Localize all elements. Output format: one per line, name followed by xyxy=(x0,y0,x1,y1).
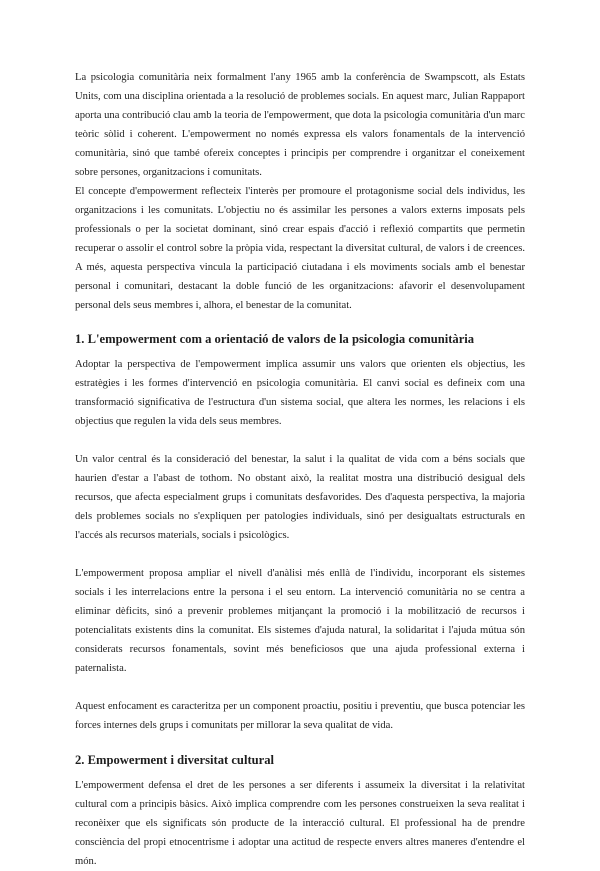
section-2-paragraph-1: L'empowerment defensa el dret de les persones a ser diferents i assumeix la diversitat i la relativitat cultural com a principis bàsics. Això implica comprendre com les persones construeixen la seva realitat i reconèixer que els significats són producte de la interacció cultural. El professional ha de prendre consciència del propi etnocentrisme i adoptar una actitud de respecte envers altres maneres d'entendre el món. xyxy=(75,780,525,867)
section-1-body xyxy=(75,355,525,735)
section-1-paragraph-4: Aquest enfocament es caracteritza per un component proactiu, positiu i preventiu, que busca potenciar les forces internes dels grups i comunitats per millorar la seva qualitat de vida. xyxy=(75,701,525,731)
section-1-heading: 1. L'empowerment com a orientació de valors de la psicologia comunitària xyxy=(75,332,475,346)
intro-paragraph-1: La psicologia comunitària neix formalment l'any 1965 amb la conferència de Swampscott, als Estats Units, com una disciplina orientada a la resolució de problemes socials. En aquest marc, Julian Rappaport aporta una contribució clau amb la teoria de l'empowerment, que dota la psicologia comunitària d'un marc teòric sòlid i coherent. L'empowerment no només expressa els valors fonamentals de la intervenció comunitària, sinó que també ofereix conceptes i principis per comprendre i organitzar el coneixement sobre persones, organitzacions i comunitats. xyxy=(75,72,525,178)
section-1-paragraph-2: Un valor central és la consideració del benestar, la salut i la qualitat de vida com a béns socials que haurien d'estar a l'abast de tothom. No obstant això, la realitat mostra una distribució desigual dels recursos, que afecta especialment grups i comunitats desfavorides. Des d'aquesta perspectiva, la majoria dels problemes socials no s'expliquen per patologies individuals, sinó per desigualtats estructurals en l'accés als recursos materials, socials i psicològics. xyxy=(75,454,525,541)
intro-section xyxy=(75,68,525,315)
section-1-paragraph-3: L'empowerment proposa ampliar el nivell d'anàlisi més enllà de l'individu, incorporant els sistemes socials i les interrelacions entre la persona i el seu entorn. La intervenció comunitària no se centra a eliminar dèficits, sinó a prevenir problemes mitjançant la promoció i la mobilització de recursos i potencialitats existents dins la comunitat. Els sistemes d'ajuda natural, la solidaritat i l'ajuda mútua són considerats recursos fonamentals, sovint més beneficiosos que una ajuda professional externa i paternalista. xyxy=(75,568,525,674)
intro-paragraph-2: El concepte d'empowerment reflecteix l'interès per promoure el protagonisme social dels individus, les organitzacions i les comunitats. L'objectiu no és assimilar les persones a valors externs imposats pels professionals o per la societat dominant, sinó crear espais d'acció i reflexió compartits que permetin recuperar o assolir el control sobre la pròpia vida, respectant la diversitat cultural, de valors i de creences. A més, aquesta perspectiva vincula la participació ciutadana i els moviments socials amb el benestar personal i comunitari, destacant la doble funció de les organitzacions: afavorir el desenvolupament personal dels seus membres i, alhora, el benestar de la comunitat. xyxy=(75,186,525,311)
section-2-body xyxy=(75,776,525,871)
section-2-heading: 2. Empowerment i diversitat cultural xyxy=(75,753,275,767)
section-1-paragraph-1: Adoptar la perspectiva de l'empowerment implica assumir uns valors que orienten els objectius, les estratègies i les formes d'intervenció en psicologia comunitària. El canvi social es defineix com una transformació significativa de l'estructura d'un sistema social, que altera les normes, les relacions i els objectius que regulen la vida dels seus membres. xyxy=(75,359,525,427)
